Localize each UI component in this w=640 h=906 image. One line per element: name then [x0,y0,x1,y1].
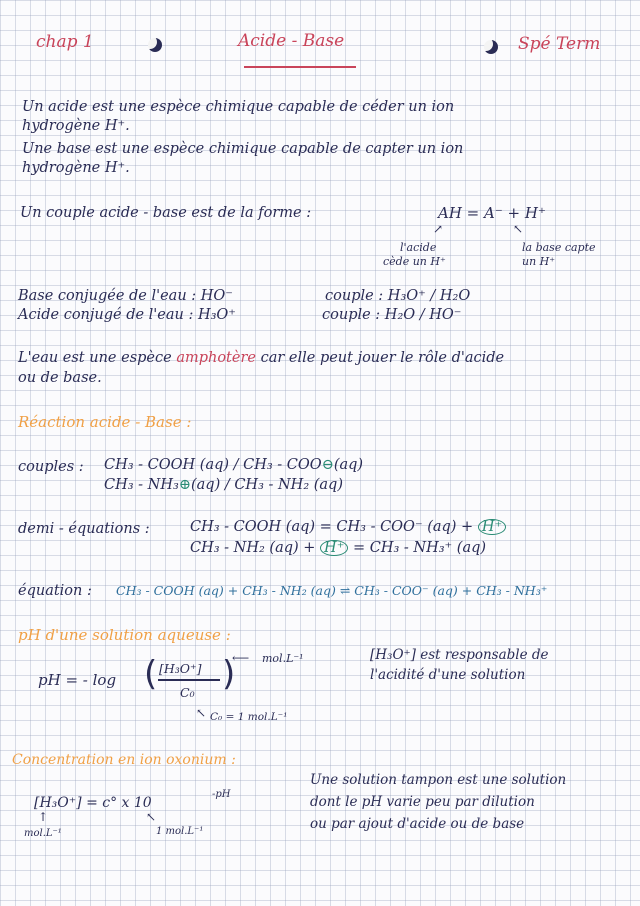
water-acid-label: Acide conjugé de l'eau : H₃O⁺ [18,307,236,323]
couple-2-text: CH₃ - NH₃ [104,477,179,493]
fraction-bar [158,679,220,681]
proton-circled: H⁺ [320,540,348,556]
proton-circled: H⁺ [478,519,506,535]
chapter-label: chap 1 [36,32,94,52]
couples-label: couples : [18,459,84,475]
base-definition-line1: Une base est une espèce chimique capable de capter un ion [22,141,464,157]
arrow-up-icon: ↑ [38,810,49,824]
ph-unit-note: mol.L⁻¹ [262,652,304,665]
amphoteric-text-start: L'eau est une espèce [18,350,172,366]
c0-note: C₀ = 1 mol.L⁻¹ [210,711,288,723]
acid-definition-line1: Un acide est une espèce chimique capable de céder un ion [22,99,455,115]
amphoteric-line1 [18,349,504,367]
oxonium-section-title: Concentration en ion oxonium : [12,752,236,768]
level-label: Spé Term [518,34,601,54]
amphoteric-line2: ou de base. [18,370,102,386]
water-base-label: Base conjugée de l'eau : HO⁻ [18,288,233,304]
half-equation-1 [190,518,506,536]
note-acid-1: l'acide [400,241,437,254]
moon-icon [148,38,162,52]
paren-close: ) [222,654,236,694]
note-acid-2: cède un H⁺ [383,255,446,268]
ph-numerator: [H₃O⁺] [159,661,202,676]
half-equation-1-text: CH₃ - COOH (aq) = CH₃ - COO⁻ (aq) + [190,519,474,535]
water-acid-couple: couple : H₂O / HO⁻ [322,307,462,323]
reaction-section-title: Réaction acide - Base : [18,413,192,431]
note-base-1: la base capte [522,241,596,254]
base-definition-line2: hydrogène H⁺. [22,160,130,176]
amphoteric-word: amphotère [176,350,256,366]
arrow-up-icon: ↖ [513,222,524,236]
half-equation-2-start: CH₃ - NH₂ (aq) + [190,540,316,556]
couple-1-end: (aq) [333,457,364,473]
minus-circle-icon: ⊖ [321,457,334,473]
ph-formula-start: pH = - log [38,671,117,689]
water-base-couple: couple : H₃O⁺ / H₂O [325,288,471,304]
ph-section-title: pH d'une solution aqueuse : [18,626,231,644]
moon-icon [484,40,498,54]
oxonium-exponent: -pH [212,789,231,800]
responsible-line1: [H₃O⁺] est responsable de [370,647,549,663]
title-underline [244,66,356,68]
couple-1 [104,456,363,474]
amphoteric-text-end: car elle peut jouer le rôle d'acide [260,350,505,366]
arrow-left-icon: ↖ [196,706,207,720]
couple-2-end: (aq) / CH₃ - NH₂ (aq) [190,477,343,493]
half-equations-label: demi - équations : [18,521,150,537]
arrow-up-icon: ↖ [146,810,157,824]
oxonium-unit-right: 1 mol.L⁻¹ [156,826,204,837]
arrow-left-icon: ⟵ [232,651,250,665]
arrow-up-icon: ↗ [433,222,444,236]
reaction-equation: CH₃ - COOH (aq) + CH₃ - NH₂ (aq) ⇌ CH₃ - COO⁻ (aq) + CH₃ - NH₃⁺ [116,583,548,598]
buffer-line2: dont le pH varie peu par dilution [310,794,535,810]
couple-1-text: CH₃ - COOH (aq) / CH₃ - COO [104,457,322,473]
oxonium-unit-left: mol.L⁻¹ [24,828,62,839]
acid-definition-line2: hydrogène H⁺. [22,118,130,134]
page-title: Acide - Base [238,31,345,51]
oxonium-formula: [H₃O⁺] = c° x 10 [34,795,152,811]
buffer-line1: Une solution tampon est une solution [310,772,567,788]
ph-denominator: C₀ [180,685,195,700]
couple-formula: AH = A⁻ + H⁺ [438,204,546,222]
couple-2 [104,476,343,494]
responsible-line2: l'acidité d'une solution [370,667,526,683]
couple-text: Un couple acide - base est de la forme : [20,205,312,221]
plus-circle-icon: ⊕ [178,477,191,493]
note-base-2: un H⁺ [522,255,556,268]
buffer-line3: ou par ajout d'acide ou de base [310,816,525,832]
half-equation-2-end: = CH₃ - NH₃⁺ (aq) [352,540,487,556]
half-equation-2 [190,539,486,557]
paren-open: ( [144,654,158,694]
equation-label: équation : [18,583,92,599]
